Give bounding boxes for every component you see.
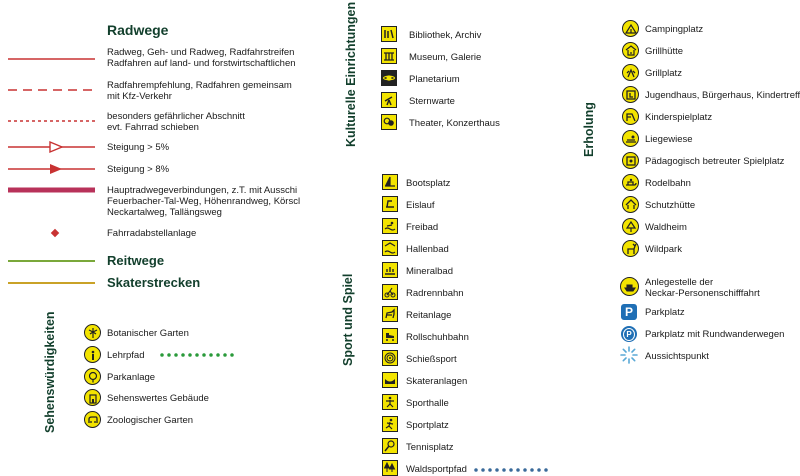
sport-label-10: Sporthalle	[406, 398, 449, 409]
tent-icon	[622, 20, 639, 37]
building-icon	[84, 389, 101, 406]
erholung-label-6: Pädagogisch betreuter Spielplatz	[645, 156, 785, 167]
mineral-bath-icon	[382, 262, 398, 278]
sport-label-4: Mineralbad	[406, 266, 453, 277]
erholung-label-1: Grillhütte	[645, 46, 684, 57]
forest-home-icon	[622, 218, 639, 235]
sehens-label-3: Sehenswertes Gebäude	[107, 393, 209, 404]
sled-icon	[622, 174, 639, 191]
kultur-label-1: Museum, Galerie	[409, 52, 482, 63]
sport-label-5: Radrennbahn	[406, 288, 464, 299]
grill-hut-icon	[622, 42, 639, 59]
shelter-icon	[622, 196, 639, 213]
parking-trail-icon	[621, 326, 637, 342]
sehens-label-0: Botanischer Garten	[107, 328, 189, 339]
other-label-3: Aussichtspunkt	[645, 351, 709, 362]
gymnast-icon	[382, 394, 398, 410]
sport-label-9: Skateranlagen	[406, 376, 468, 387]
other-label-1: Parkplatz	[645, 307, 685, 318]
skater-title: Skaterstrecken	[107, 275, 201, 290]
tennis-icon	[382, 438, 398, 454]
waldsportpfad-dotted-line	[474, 467, 554, 473]
steigung8-text: Steigung > 8%	[107, 164, 170, 175]
kultur-heading: Kulturelle Einrichtungen	[344, 1, 358, 147]
sport-label-11: Sportplatz	[406, 420, 449, 431]
erholung-heading: Erholung	[582, 102, 596, 157]
masks-icon	[381, 114, 397, 130]
forest-trail-icon	[382, 460, 398, 476]
target-icon	[382, 350, 398, 366]
kultur-label-2: Planetarium	[409, 74, 460, 85]
parking-icon: P	[621, 304, 637, 320]
ship-icon	[620, 277, 639, 296]
radfahrempfehlung-text: Radfahrempfehlung, Radfahren gemeinsam mit Kfz-Verkehr	[107, 80, 292, 102]
info-trail-icon	[84, 346, 101, 363]
kultur-label-3: Sternwarte	[409, 96, 455, 107]
sport-label-7: Rollschuhbahn	[406, 332, 469, 343]
cycling-icon	[382, 284, 398, 300]
tree-icon	[84, 368, 101, 385]
kultur-label-4: Theater, Konzerthaus	[409, 118, 500, 129]
gefaehrlich-text: besonders gefährlicher Abschnitt evt. Fahrrad schieben	[107, 111, 245, 133]
sport-label-8: Schießsport	[406, 354, 457, 365]
indoor-swim-icon	[382, 240, 398, 256]
steigung5-text: Steigung > 5%	[107, 142, 170, 153]
elephant-icon	[84, 411, 101, 428]
books-icon	[381, 26, 397, 42]
supervised-play-icon	[622, 152, 639, 169]
planet-icon	[381, 70, 397, 86]
skate-icon	[382, 196, 398, 212]
erholung-label-5: Liegewiese	[645, 134, 693, 145]
sport-label-6: Reitanlage	[406, 310, 452, 321]
lawn-icon	[622, 130, 639, 147]
radwege-title: Radwege	[107, 22, 169, 38]
erholung-label-0: Campingplatz	[645, 24, 704, 35]
other-label-0: Anlegestelle der Neckar-Personenschifffahrt	[645, 277, 760, 299]
other-label-2: Parkplatz mit Rundwanderwegen	[645, 329, 785, 340]
ramp-icon	[382, 372, 398, 388]
roller-skate-icon	[382, 328, 398, 344]
erholung-label-3: Jugendhaus, Bürgerhaus, Kindertreff	[645, 90, 800, 101]
erholung-label-2: Grillplatz	[645, 68, 682, 79]
sport-label-2: Freibad	[406, 222, 439, 233]
kultur-label-0: Bibliothek, Archiv	[409, 30, 482, 41]
sehens-heading: Sehenswürdigkeiten	[43, 311, 57, 433]
fahrradabstell-text: Fahrradabstellanlage	[107, 228, 197, 239]
sport-heading: Sport und Spiel	[341, 273, 355, 366]
radwege-line-samples	[0, 0, 110, 300]
parking-trail-glyph: P	[623, 328, 635, 341]
sehens-label-1: Lehrpfad	[107, 350, 145, 361]
palm-icon	[84, 324, 101, 341]
erholung-label-10: Wildpark	[645, 244, 682, 255]
steigung8-arrow-icon	[50, 164, 62, 174]
horse-icon	[382, 306, 398, 322]
sport-label-12: Tennisplatz	[406, 442, 454, 453]
hauptradweg-text: Hauptradwegeverbindungen, z.T. mit Ausschi Feuerbacher-Tal-Weg, Höhenrandweg, Körscl Neckartalweg, Tallängsweg	[107, 185, 301, 218]
sailboat-icon	[382, 174, 398, 190]
sport-label-13: Waldsportpfad	[406, 464, 467, 475]
erholung-label-4: Kinderspielplatz	[645, 112, 713, 123]
radweg-text: Radweg, Geh- und Radweg, Radfahrstreifen Radfahren auf land- und forstwirtschaftlichen	[107, 47, 296, 69]
grill-icon	[622, 64, 639, 81]
fahrradabstell-diamond-icon	[51, 229, 59, 237]
erholung-label-7: Rodelbahn	[645, 178, 691, 189]
youth-house-icon	[622, 86, 639, 103]
playground-icon	[622, 108, 639, 125]
columns-icon	[381, 48, 397, 64]
viewpoint-icon	[620, 346, 638, 364]
erholung-label-8: Schutzhütte	[645, 200, 696, 211]
sport-label-0: Bootsplatz	[406, 178, 451, 189]
swim-icon	[382, 218, 398, 234]
steigung5-arrow-icon	[50, 142, 62, 152]
deer-icon	[622, 240, 639, 257]
lehrpfad-dotted-line	[160, 352, 240, 358]
runner-icon	[382, 416, 398, 432]
sehens-label-4: Zoologischer Garten	[107, 415, 194, 426]
sport-label-1: Eislauf	[406, 200, 435, 211]
telescope-icon	[381, 92, 397, 108]
sehens-label-2: Parkanlage	[107, 372, 156, 383]
sport-label-3: Hallenbad	[406, 244, 449, 255]
erholung-label-9: Waldheim	[645, 222, 687, 233]
reitwege-title: Reitwege	[107, 253, 165, 268]
